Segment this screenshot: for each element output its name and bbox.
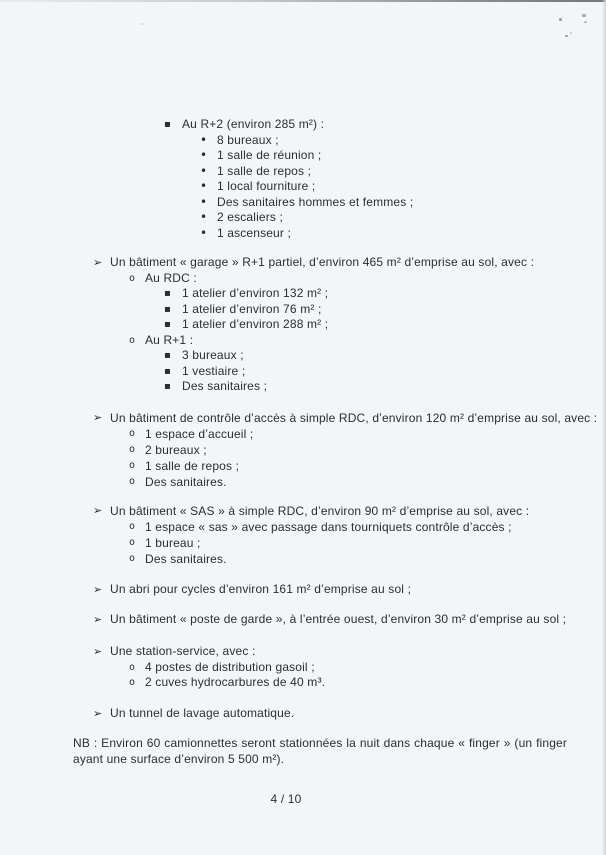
list-item [0, 133, 606, 149]
list-item-text: Des sanitaires ; [182, 379, 268, 393]
list-item [0, 148, 606, 164]
list-item [0, 582, 606, 598]
section-r2 [0, 117, 606, 241]
list-item-text: 2 cuves hydrocarbures de 40 m³. [145, 675, 326, 689]
list-item [0, 255, 606, 271]
list-item-text: 1 atelier d’environ 76 m² ; [182, 301, 322, 316]
circle-bullet-icon: o [129, 428, 136, 439]
list-item [0, 164, 606, 180]
section-sas [0, 503, 606, 567]
circle-bullet-icon: o [129, 334, 136, 346]
scan-speck [565, 35, 568, 37]
list-item [0, 675, 606, 691]
list-item [0, 379, 606, 395]
list-item [0, 660, 606, 676]
list-item [0, 706, 606, 722]
list-item-text: Un bâtiment « garage » R+1 partiel, d’environ 465 m² d’emprise au sol, avec : [110, 255, 535, 269]
circle-bullet-icon: o [129, 272, 136, 284]
list-item [0, 426, 606, 442]
circle-bullet-icon: o [129, 537, 136, 548]
list-item-text: 2 escaliers ; [217, 210, 283, 224]
list-item [0, 317, 606, 333]
dot-bullet-icon: • [200, 179, 208, 193]
arrow-bullet-icon: ➢ [93, 707, 103, 720]
circle-bullet-icon: o [129, 661, 136, 673]
square-bullet-icon: ▪ [164, 381, 171, 392]
square-bullet-icon: ▪ [164, 319, 171, 330]
list-item [0, 612, 606, 628]
list-item [0, 474, 606, 490]
section-station-service [0, 644, 606, 691]
arrow-bullet-icon: ➢ [93, 645, 103, 658]
circle-bullet-icon: o [129, 677, 136, 688]
scan-edge-top [0, 0, 606, 2]
list-item-text: Un tunnel de lavage automatique. [110, 706, 295, 720]
section-abri-cycles [0, 582, 606, 598]
list-item [0, 117, 606, 133]
list-item-text: 1 bureau ; [145, 536, 201, 550]
arrow-bullet-icon: ➢ [93, 256, 103, 269]
circle-bullet-icon: o [129, 476, 136, 487]
list-item [0, 271, 606, 287]
square-bullet-icon: ▪ [164, 119, 171, 130]
list-item-text: 1 espace « sas » avec passage dans tourniquets contrôle d’accès ; [145, 520, 512, 534]
list-item-text: Un bâtiment « SAS » à simple RDC, d’environ 90 m² d’emprise au sol, avec : [110, 504, 530, 518]
square-bullet-icon: ▪ [164, 365, 171, 377]
list-item [0, 333, 606, 349]
list-item [0, 348, 606, 364]
list-item-text: Une station-service, avec : [110, 644, 256, 658]
list-item-text: 2 bureaux ; [145, 443, 207, 457]
list-item [0, 519, 606, 535]
list-item-text: Au R+2 (environ 285 m²) : [182, 117, 325, 131]
square-bullet-icon: ▪ [164, 288, 171, 299]
list-item-text: Au R+1 : [145, 332, 194, 347]
section-poste-de-garde [0, 612, 606, 628]
scan-speck [570, 32, 572, 34]
list-item [0, 302, 606, 318]
section-tunnel-lavage [0, 706, 606, 722]
list-item [0, 210, 606, 226]
list-item-text: 1 vestiaire ; [182, 363, 246, 378]
dot-bullet-icon: • [200, 225, 208, 240]
list-item [0, 442, 606, 458]
nb-note-line: ayant une surface d’environ 5 500 m²). [73, 751, 285, 766]
dot-bullet-icon: • [200, 132, 208, 147]
list-item-text: Au RDC : [145, 270, 197, 285]
arrow-bullet-icon: ➢ [93, 504, 103, 517]
list-item-text: 1 espace d’accueil ; [145, 427, 254, 441]
list-item-text: 4 postes de distribution gasoil ; [145, 659, 315, 674]
dot-bullet-icon: • [200, 210, 208, 224]
arrow-bullet-icon: ➢ [93, 613, 103, 626]
scan-speck [582, 14, 586, 17]
list-item-text: 1 salle de repos ; [145, 459, 240, 473]
list-item [0, 535, 606, 551]
list-item-text: 8 bureaux ; [217, 132, 279, 147]
list-item-text: 1 salle de repos ; [217, 163, 312, 178]
list-item-text: Des sanitaires hommes et femmes ; [217, 194, 414, 209]
section-garage [0, 255, 606, 395]
list-item-text: 1 salle de réunion ; [217, 148, 322, 162]
list-item-text: 1 atelier d’environ 132 m² ; [182, 286, 329, 300]
list-item [0, 551, 606, 567]
nb-note-line: NB : Environ 60 camionnettes seront stationnées la nuit dans chaque « finger » (un finger [73, 736, 567, 750]
list-item-text: 1 local fourniture ; [217, 179, 316, 193]
page-number: 4 / 10 [270, 792, 302, 806]
list-item-text: Des sanitaires. [145, 475, 227, 489]
list-item [0, 179, 606, 195]
scan-speck [559, 18, 562, 21]
list-item-text: Des sanitaires. [145, 552, 227, 566]
nb-note [73, 736, 567, 767]
list-item-text: 1 ascenseur ; [217, 225, 291, 240]
list-item [0, 503, 606, 519]
dot-bullet-icon: • [200, 163, 208, 178]
square-bullet-icon: ▪ [164, 350, 171, 361]
list-item-text: Un bâtiment « poste de garde », à l’entrée ouest, d’environ 30 m² d’emprise au sol ; [110, 612, 567, 626]
list-item [0, 644, 606, 660]
dot-bullet-icon: • [200, 194, 208, 209]
scan-speck [141, 23, 143, 25]
list-item-text: 1 atelier d’environ 288 m² ; [182, 317, 329, 331]
circle-bullet-icon: o [129, 553, 136, 564]
circle-bullet-icon: o [129, 460, 136, 471]
arrow-bullet-icon: ➢ [93, 411, 103, 424]
list-item [0, 195, 606, 211]
list-item [0, 364, 606, 380]
list-item [0, 286, 606, 302]
dot-bullet-icon: • [200, 148, 208, 162]
list-item-text: Un bâtiment de contrôle d’accès à simple RDC, d’environ 120 m² d’emprise au sol, avec : [110, 411, 598, 425]
list-item [0, 226, 606, 242]
circle-bullet-icon: o [129, 444, 136, 455]
section-controle-acces [0, 410, 606, 490]
circle-bullet-icon: o [129, 521, 136, 532]
arrow-bullet-icon: ➢ [93, 583, 103, 596]
list-item [0, 458, 606, 474]
list-item [0, 410, 606, 426]
scan-speck [584, 21, 587, 23]
list-item-text: Un abri pour cycles d’environ 161 m² d’emprise au sol ; [110, 582, 412, 596]
square-bullet-icon: ▪ [164, 303, 171, 315]
list-item-text: 3 bureaux ; [182, 348, 244, 362]
